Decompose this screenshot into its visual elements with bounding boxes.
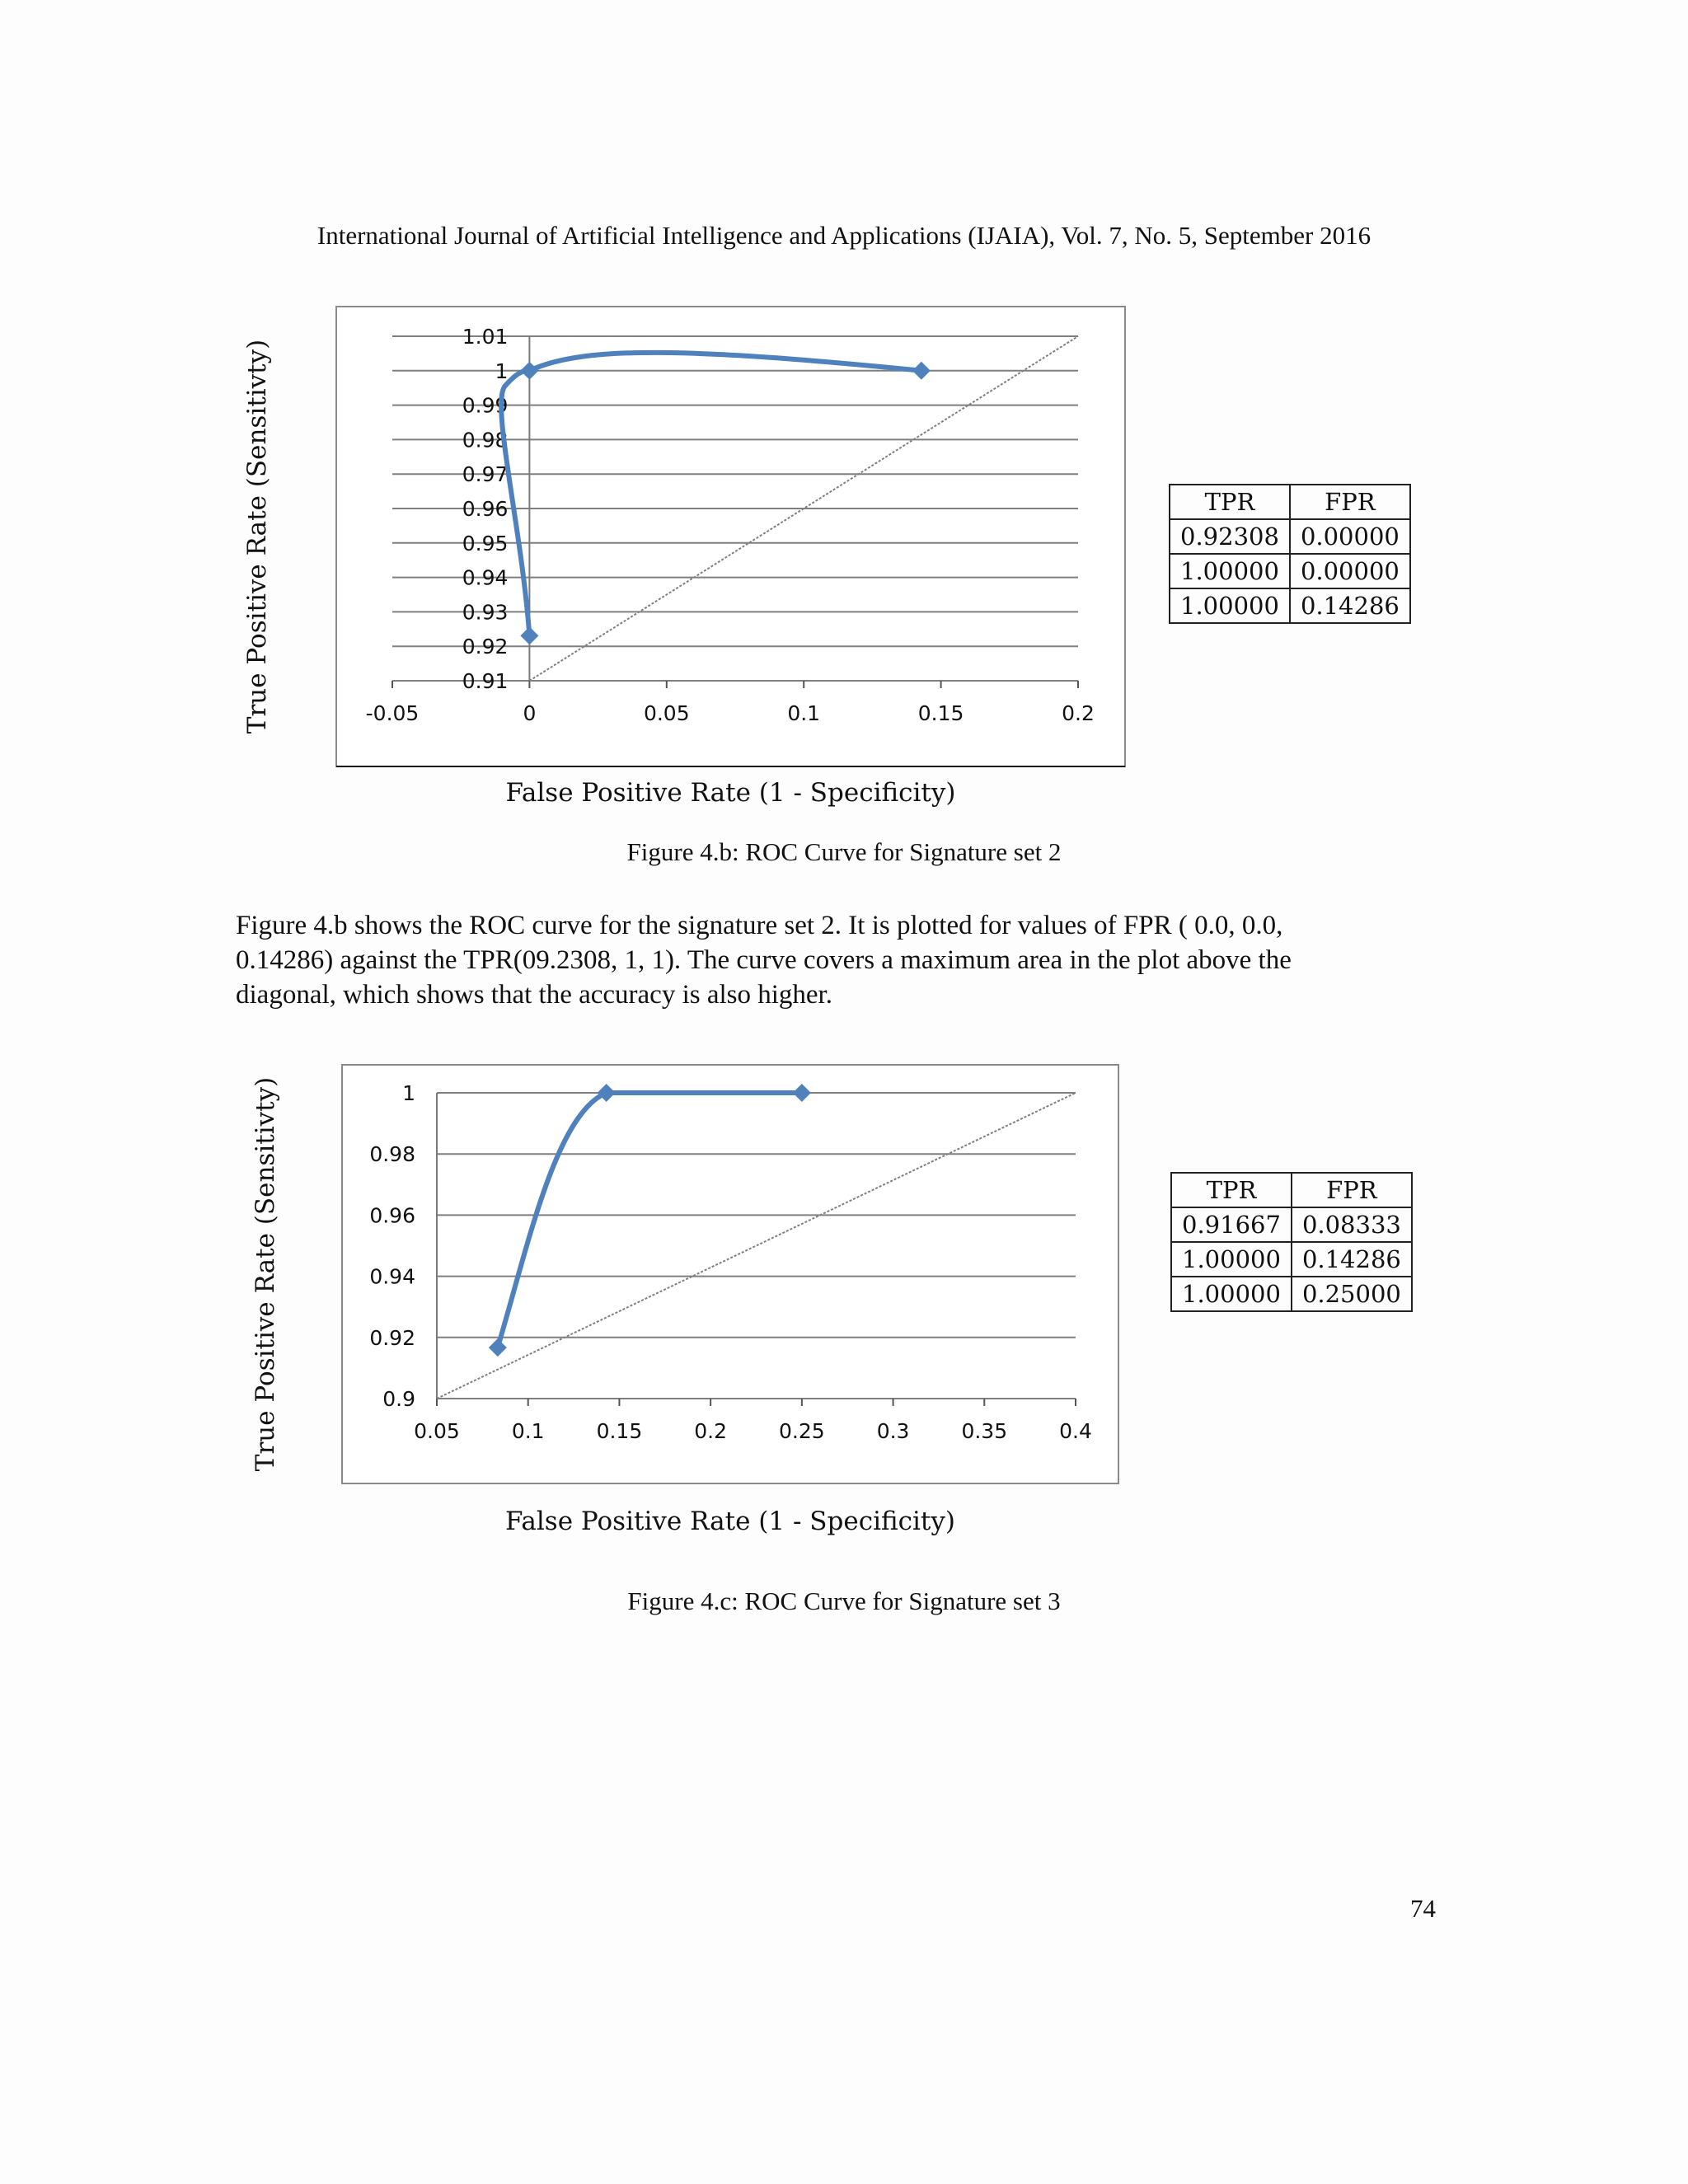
y-tick-label: 0.9 bbox=[382, 1387, 415, 1411]
y-tick-label: 1 bbox=[495, 359, 509, 383]
y-tick-label: 0.98 bbox=[462, 428, 509, 452]
table-row bbox=[1171, 1242, 1412, 1277]
table-header-cell: TPR bbox=[1171, 1173, 1292, 1207]
x-tick-label: 0.25 bbox=[779, 1419, 825, 1443]
table-cell: 0.08333 bbox=[1292, 1207, 1412, 1242]
y-tick-label: 0.97 bbox=[462, 462, 509, 487]
y-tick-label: 1 bbox=[402, 1081, 415, 1105]
figure-caption: Figure 4.b: ROC Curve for Signature set 2 bbox=[626, 837, 1062, 866]
journal-header: International Journal of Artificial Intelligence and Applications (IJAIA), Vol. 7, No. 5, September 2016 bbox=[316, 221, 1372, 250]
table-cell: 0.25000 bbox=[1292, 1277, 1412, 1311]
y-tick-label: 0.93 bbox=[462, 600, 509, 625]
table-header-cell: FPR bbox=[1292, 1173, 1412, 1207]
x-tick-label: 0.35 bbox=[961, 1419, 1008, 1443]
values-table-signature-set-3 bbox=[1170, 1172, 1413, 1312]
table-header-cell: FPR bbox=[1290, 485, 1410, 519]
table-cell: 0.92308 bbox=[1170, 519, 1290, 554]
table-cell: 0.14286 bbox=[1290, 588, 1410, 623]
paragraph-line: diagonal, which shows that the accuracy is also higher. bbox=[236, 980, 832, 1010]
table-cell: 0.14286 bbox=[1292, 1242, 1412, 1277]
table-cell: 0.00000 bbox=[1290, 519, 1410, 554]
x-tick-label: 0.05 bbox=[414, 1419, 460, 1443]
table-cell: 1.00000 bbox=[1171, 1242, 1292, 1277]
y-tick-label: 0.98 bbox=[369, 1142, 415, 1167]
table-cell: 1.00000 bbox=[1171, 1277, 1292, 1311]
y-tick-label: 0.92 bbox=[462, 635, 509, 659]
y-axis-title: True Positive Rate (Sensitivty) bbox=[251, 1076, 280, 1472]
x-axis-title: False Positive Rate (1 - Specificity) bbox=[505, 1507, 955, 1536]
y-tick-label: 0.96 bbox=[462, 497, 509, 521]
y-tick-label: 0.91 bbox=[462, 669, 509, 693]
figure-caption: Figure 4.c: ROC Curve for Signature set 3 bbox=[627, 1586, 1061, 1615]
page-number: 74 bbox=[1410, 1894, 1436, 1923]
table-cell: 0.91667 bbox=[1171, 1207, 1292, 1242]
x-tick-label: 0.2 bbox=[1062, 701, 1095, 725]
table-cell: 0.00000 bbox=[1290, 554, 1410, 588]
table-header-row bbox=[1171, 1173, 1412, 1207]
table-row bbox=[1171, 1277, 1412, 1311]
paragraph-line: Figure 4.b shows the ROC curve for the signature set 2. It is plotted for values of FPR ( 0.0, 0.0, bbox=[236, 911, 1283, 940]
y-tick-label: 0.94 bbox=[369, 1264, 415, 1289]
table-header-cell: TPR bbox=[1170, 485, 1290, 519]
x-tick-label: 0.4 bbox=[1059, 1419, 1092, 1443]
x-tick-label: 0.15 bbox=[917, 701, 964, 725]
paragraph-line: 0.14286) against the TPR(09.2308, 1, 1). The curve covers a maximum area in the plot above the bbox=[236, 945, 1292, 975]
y-tick-label: 0.94 bbox=[462, 565, 509, 590]
x-axis-title: False Positive Rate (1 - Specificity) bbox=[505, 778, 956, 808]
y-tick-label: 0.92 bbox=[369, 1325, 415, 1350]
table-cell: 1.00000 bbox=[1170, 554, 1290, 588]
x-tick-label: -0.05 bbox=[365, 701, 420, 725]
x-tick-label: 0.05 bbox=[643, 701, 690, 725]
table-row bbox=[1171, 1207, 1412, 1242]
x-tick-label: 0.2 bbox=[694, 1419, 728, 1443]
y-axis-title: True Positive Rate (Sensitivty) bbox=[242, 339, 272, 734]
x-tick-label: 0.15 bbox=[596, 1419, 643, 1443]
x-tick-label: 0 bbox=[523, 701, 537, 725]
x-tick-label: 0.1 bbox=[787, 701, 821, 725]
x-tick-label: 0.1 bbox=[511, 1419, 545, 1443]
y-tick-label: 1.01 bbox=[462, 325, 509, 349]
y-tick-label: 0.99 bbox=[462, 393, 509, 418]
y-tick-label: 0.95 bbox=[462, 531, 509, 555]
y-tick-label: 0.96 bbox=[369, 1203, 415, 1228]
table-cell: 1.00000 bbox=[1170, 588, 1290, 623]
x-tick-label: 0.3 bbox=[876, 1419, 910, 1443]
